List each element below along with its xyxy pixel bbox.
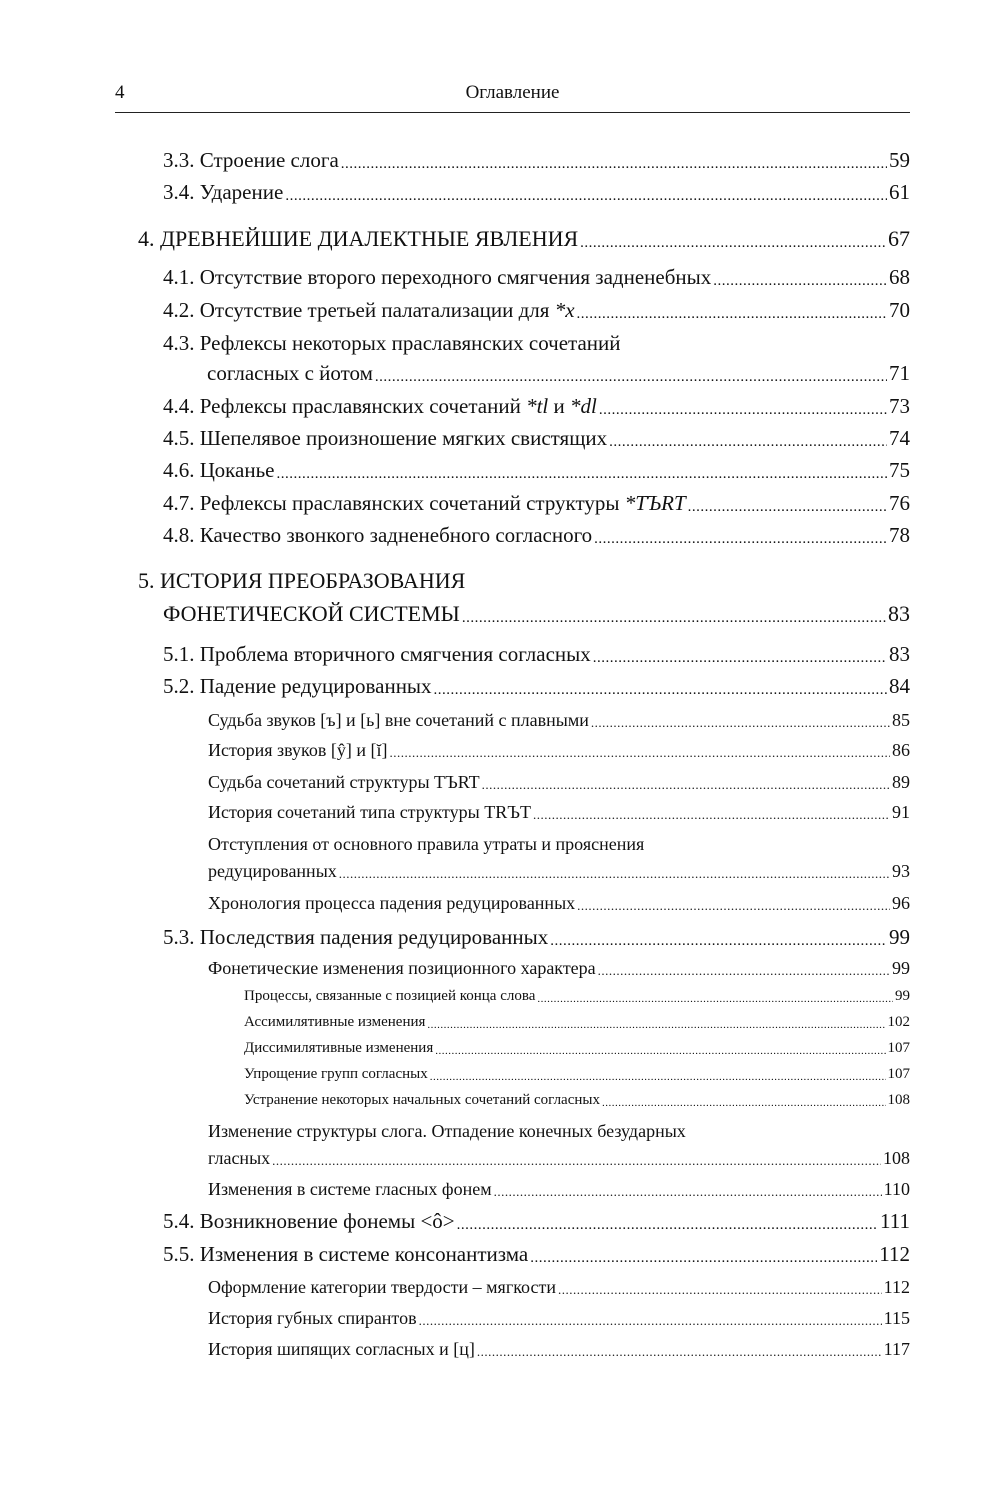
toc-entry: 5.5. Изменения в системе консонантизма ..... 112 [163, 1242, 910, 1267]
toc-entry: 4.6. Цоканье ..... 75 [163, 458, 910, 483]
toc-entry: 5.3. Последствия падения редуцированных ..... 99 [163, 925, 910, 950]
toc-subsubentry: Диссимилятивные изменения ..... 107 [244, 1040, 910, 1057]
running-title: Оглавление [465, 82, 560, 103]
toc-entry: 4.7. Рефлексы праславянских сочетаний структуры *TЪRT ..... 76 [163, 491, 910, 516]
toc-entry: согласных с йотом ..... 71 [207, 361, 910, 386]
toc-chapter: ФОНЕТИЧЕСКОЙ СИСТЕМЫ ..... 83 [163, 601, 910, 627]
toc-subentry-line: Изменение структуры слога. Отпадение конечных безударных [208, 1121, 686, 1141]
toc-chapter: 4. ДРЕВНЕЙШИЕ ДИАЛЕКТНЫЕ ЯВЛЕНИЯ ..... 67 [138, 226, 910, 252]
toc-subentry: Судьба звуков [ъ] и [ь] вне сочетаний с плавными ..... 85 [208, 710, 910, 731]
toc-subentry: История губных спирантов ..... 115 [208, 1308, 910, 1329]
toc-entry: 4.1. Отсутствие второго переходного смягчения задненебных ..... 68 [163, 265, 910, 290]
toc-entry: 5.4. Возникновение фонемы <ô> ..... 111 [163, 1209, 910, 1234]
toc-subentry: редуцированных ..... 93 [208, 861, 910, 882]
toc-subsubentry: Процессы, связанные с позицией конца слова ..... 99 [244, 988, 910, 1005]
toc-subentry-line: Отступления от основного правила утраты и прояснения [208, 834, 645, 854]
toc-entry-line: 4.3. Рефлексы некоторых праславянских сочетаний [163, 331, 621, 355]
toc-chapter-line: 5. ИСТОРИЯ ПРЕОБРАЗОВАНИЯ [138, 568, 466, 593]
toc-entry: 3.3. Строение слога ..... 59 [163, 148, 910, 173]
toc-subentry: гласных ..... 108 [208, 1148, 910, 1169]
toc-entry: 4.5. Шепелявое произношение мягких свистящих ..... 74 [163, 426, 910, 451]
toc-subsubentry: Упрощение групп согласных ..... 107 [244, 1066, 910, 1083]
toc-entry: 5.1. Проблема вторичного смягчения согласных ..... 83 [163, 642, 910, 667]
page-number: 4 [115, 82, 125, 103]
toc-subentry: Изменения в системе гласных фонем ..... 110 [208, 1179, 910, 1200]
toc-entry: 4.8. Качество звонкого задненебного согласного ..... 78 [163, 523, 910, 548]
toc-entry: 4.4. Рефлексы праславянских сочетаний *tl и *dl ..... 73 [163, 394, 910, 419]
toc-subentry: История шипящих согласных и [ц] ..... 117 [208, 1339, 910, 1360]
toc-subentry: История сочетаний типа структуры TRЪT ..... 91 [208, 802, 910, 823]
toc-entry: 5.2. Падение редуцированных ..... 84 [163, 674, 910, 699]
toc-subentry: Судьба сочетаний структуры TЪRT ..... 89 [208, 772, 910, 793]
toc-subsubentry: Ассимилятивные изменения ..... 102 [244, 1014, 910, 1031]
toc-entry: 3.4. Ударение ..... 61 [163, 180, 910, 205]
toc-subentry: Хронология процесса падения редуцированных ..... 96 [208, 893, 910, 914]
toc-entry: 4.2. Отсутствие третьей палатализации для *x ..... 70 [163, 298, 910, 323]
toc-subentry: Оформление категории твердости – мягкости ..... 112 [208, 1277, 910, 1298]
toc-subsubentry: Устранение некоторых начальных сочетаний согласных ..... 108 [244, 1092, 910, 1109]
toc-subentry: Фонетические изменения позиционного характера ..... 99 [208, 958, 910, 979]
toc-subentry: История звуков [ŷ] и [ĭ] ..... 86 [208, 740, 910, 761]
